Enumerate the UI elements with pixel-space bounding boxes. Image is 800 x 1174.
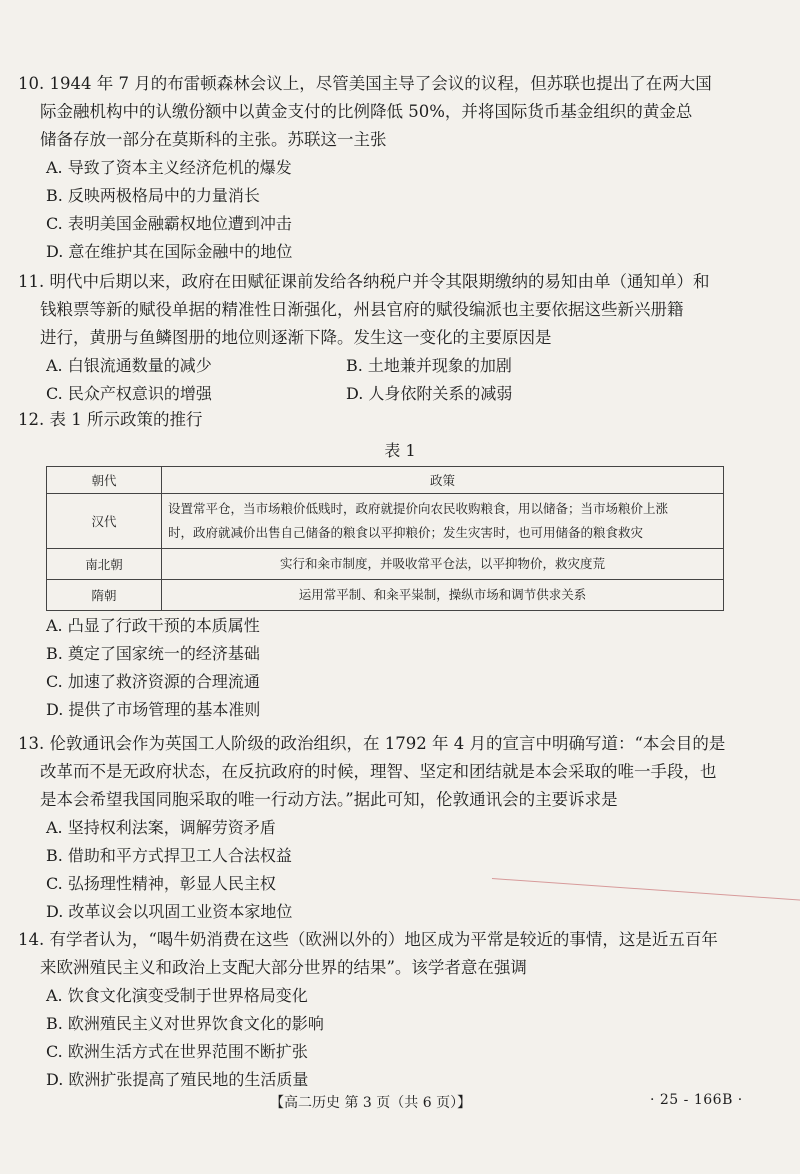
table-header-row — [47, 467, 724, 494]
dynasty-cell: 汉代 — [47, 494, 162, 549]
dynasty-cell: 南北朝 — [47, 549, 162, 580]
option-d: D. 提供了市场管理的基本准则 — [46, 700, 261, 719]
policy-table — [46, 466, 724, 611]
footer-page-info: 【高二历史 第 3 页（共 6 页）】 — [270, 1095, 472, 1111]
question-stem-line: 13. 伦敦通讯会作为英国工人阶级的政治组织，在 1792 年 4 月的宣言中明确写道：“本会目的是 — [18, 734, 726, 753]
table-row — [47, 580, 724, 611]
question-10 — [18, 70, 733, 266]
question-stem-line: 储备存放一部分在莫斯科的主张。苏联这一主张 — [40, 130, 387, 149]
policy-line: 运用常平制、和籴平粜制，操纵市场和调节供求关系 — [298, 587, 587, 602]
option-c: C. 加速了救济资源的合理流通 — [46, 672, 260, 691]
question-12 — [18, 406, 733, 434]
table-header: 政策 — [162, 467, 724, 494]
policy-line: 实行和籴市制度，并吸收常平仓法，以平抑物价，救灾度荒 — [279, 556, 605, 571]
option-c: C. 表明美国金融霸权地位遭到冲击 — [46, 214, 292, 233]
question-stem-line: 14. 有学者认为，“喝牛奶消费在这些（欧洲以外的）地区成为平常是较近的事情，这是近五百年 — [18, 930, 718, 949]
policy-line: 时，政府就减价出售自己储备的粮食以平抑粮价；发生灾害时，也可用储备的粮食救灾 — [168, 525, 644, 540]
option-b: B. 欧洲殖民主义对世界饮食文化的影响 — [46, 1014, 324, 1033]
policy-cell — [162, 549, 724, 580]
question-stem-line: 11. 明代中后期以来，政府在田赋征课前发给各纳税户并令其限期缴纳的易知由单（通知单）和 — [18, 272, 710, 291]
question-stem-line: 10. 1944 年 7 月的布雷顿森林会议上，尽管美国主导了会议的议程，但苏联也提出了在两大国 — [18, 74, 712, 93]
option-a: A. 凸显了行政干预的本质属性 — [46, 616, 260, 635]
option-a: A. 坚持权利法案，调解劳资矛盾 — [46, 818, 276, 837]
option-c: C. 欧洲生活方式在世界范围不断扩张 — [46, 1042, 308, 1061]
policy-cell — [162, 580, 724, 611]
question-stem-line: 进行，黄册与鱼鳞图册的地位则逐渐下降。发生这一变化的主要原因是 — [40, 328, 552, 347]
table-caption: 表 1 — [384, 441, 416, 460]
option-b: B. 土地兼并现象的加剧 — [346, 356, 512, 375]
question-stem-line: 际金融机构中的认缴份额中以黄金支付的比例降低 50%，并将国际货币基金组织的黄金总 — [40, 102, 693, 121]
question-13 — [18, 730, 733, 926]
option-a: A. 导致了资本主义经济危机的爆发 — [46, 158, 292, 177]
option-b: B. 奠定了国家统一的经济基础 — [46, 644, 260, 663]
question-stem-line: 12. 表 1 所示政策的推行 — [18, 410, 203, 429]
option-a: A. 白银流通数量的减少 — [46, 356, 212, 375]
question-stem-line: 钱粮票等新的赋役单据的精准性日渐强化，州县官府的赋役编派也主要依据这些新兴册籍 — [40, 300, 684, 319]
option-a: A. 饮食文化演变受制于世界格局变化 — [46, 986, 308, 1005]
question-stem-line: 改革而不是无政府状态，在反抗政府的时候，理智、坚定和团结就是本会采取的唯一手段，也 — [40, 762, 717, 781]
option-d: D. 人身依附关系的减弱 — [346, 384, 513, 403]
table-row — [47, 549, 724, 580]
option-c: C. 民众产权意识的增强 — [46, 384, 212, 403]
option-d: D. 欧洲扩张提高了殖民地的生活质量 — [46, 1070, 309, 1089]
footer-code: · 25 - 166B · — [650, 1092, 743, 1108]
question-12-options — [18, 612, 733, 724]
dynasty-cell: 隋朝 — [47, 580, 162, 611]
question-stem-line: 是本会希望我国同胞采取的唯一行动方法。”据此可知，伦敦通讯会的主要诉求是 — [40, 790, 618, 809]
policy-cell — [162, 494, 724, 549]
question-stem-line: 来欧洲殖民主义和政治上支配大部分世界的结果”。该学者意在强调 — [40, 958, 527, 977]
option-b: B. 借助和平方式捍卫工人合法权益 — [46, 846, 292, 865]
option-d: D. 改革议会以巩固工业资本家地位 — [46, 902, 293, 921]
policy-line: 设置常平仓，当市场粮价低贱时，政府就提价向农民收购粮食，用以储备；当市场粮价上涨 — [168, 501, 669, 516]
question-14 — [18, 926, 733, 1094]
option-b: B. 反映两极格局中的力量消长 — [46, 186, 260, 205]
table-header: 朝代 — [47, 467, 162, 494]
option-d: D. 意在维护其在国际金融中的地位 — [46, 242, 293, 261]
question-11 — [18, 268, 733, 408]
table-row — [47, 494, 724, 549]
option-c: C. 弘扬理性精神，彰显人民主权 — [46, 874, 276, 893]
